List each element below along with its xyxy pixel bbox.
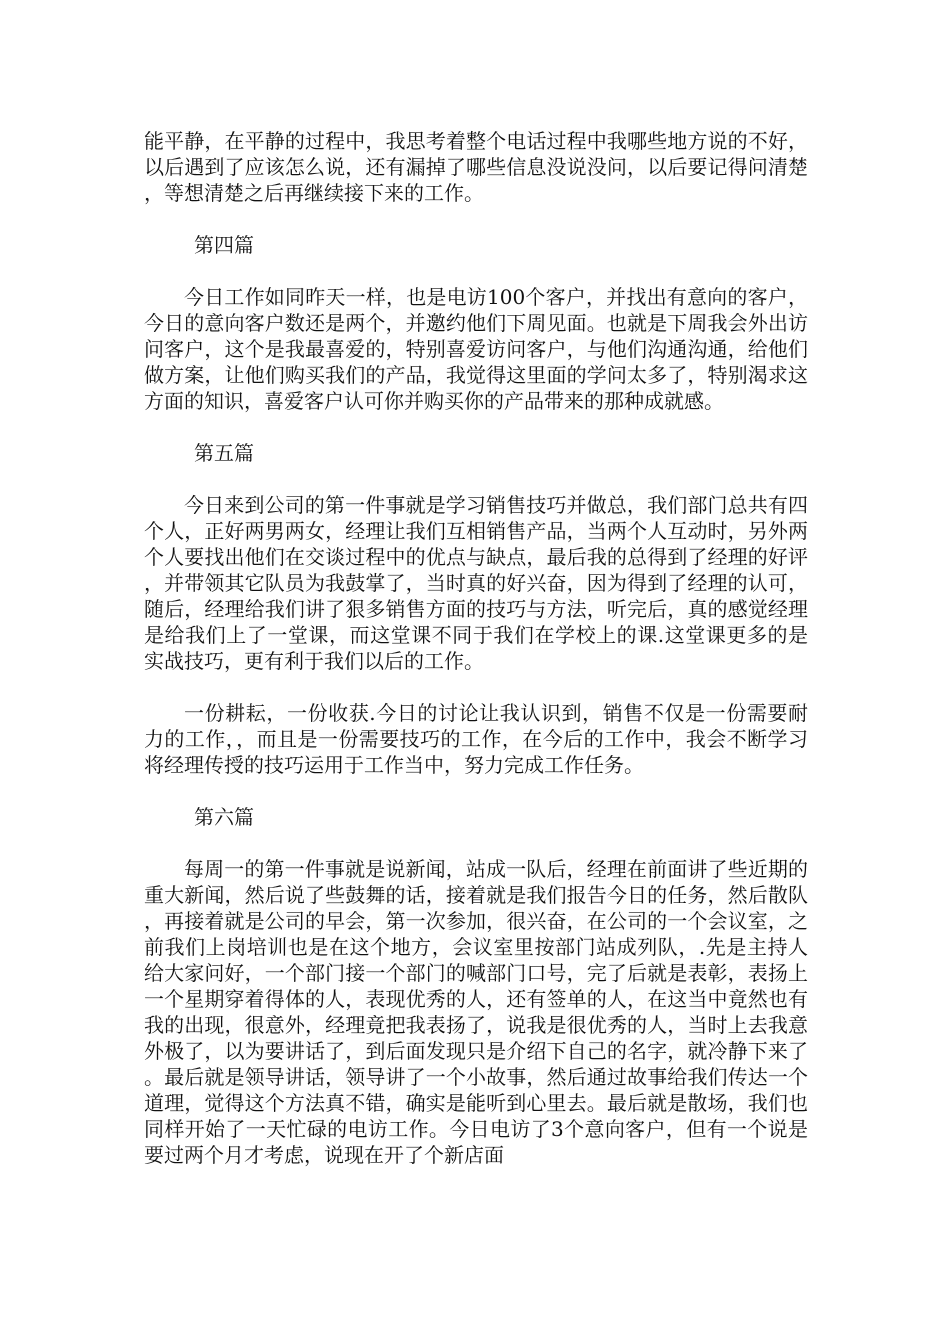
section-heading-6: 第六篇 <box>194 805 254 829</box>
section-heading-5: 第五篇 <box>194 441 254 465</box>
section-heading-4: 第四篇 <box>194 233 254 257</box>
paragraph-section-6: 每周一的第一件事就是说新闻，站成一队后，经理在前面讲了些近期的重大新闻，然后说了些鼓舞的话，接着就是我们报告今日的任务，然后散队，再接着就是公司的早会，第一次参加，很兴奋，在公司的一个会议室，之前我们上岗培训也是在这个地方，会议室里按部门站成列队，.先是主持人给大家问好，一个部门接一个部门的喊部门口号，完了后就是表彰，表扬上一个星期穿着得体的人，表现优秀的人，还有签单的人，在这当中竟然也有我的出现，很意外，经理竟把我表扬了，说我是很优秀的人，当时上去我意外极了，以为要讲话了，到后面发现只是介绍下自己的名字，就冷静下来了。最后就是领导讲话，领导讲了一个小故事，然后通过故事给我们传达一个道理，觉得这个方法真不错，确实是能听到心里去。最后就是散场，我们也同样开始了一天忙碌的电访工作。今日电访了3个意向客户，但有一个说是要过两个月才考虑，说现在开了个新店面 <box>144 857 808 1167</box>
paragraph-continued: 能平静，在平静的过程中，我思考着整个电话过程中我哪些地方说的不好，以后遇到了应该怎么说，还有漏掉了哪些信息没说没问，以后要记得问清楚，等想清楚之后再继续接下来的工作。 <box>144 129 808 205</box>
paragraph-section-5-a: 今日来到公司的第一件事就是学习销售技巧并做总，我们部门总共有四个人，正好两男两女，经理让我们互相销售产品，当两个人互动时，另外两个人要找出他们在交谈过程中的优点与缺点，最后我的总得到了经理的好评，并带领其它队员为我鼓掌了，当时真的好兴奋，因为得到了经理的认可，随后，经理给我们讲了狠多销售方面的技巧与方法，听完后，真的感觉经理是给我们上了一堂课，而这堂课不同于我们在学校上的课.这堂课更多的是实战技巧，更有利于我们以后的工作。 <box>144 493 808 673</box>
paragraph-section-5-b: 一份耕耘，一份收获.今日的讨论让我认识到，销售不仅是一份需要耐力的工作，，而且是一份需要技巧的工作，在今后的工作中，我会不断学习将经理传授的技巧运用于工作当中，努力完成工作任务。 <box>144 701 808 777</box>
paragraph-section-4: 今日工作如同昨天一样，也是电访100个客户，并找出有意向的客户，今日的意向客户数还是两个，并邀约他们下周见面。也就是下周我会外出访问客户，这个是我最喜爱的，特别喜爱访问客户，与他们沟通沟通，给他们做方案，让他们购买我们的产品，我觉得这里面的学问太多了，特别渴求这方面的知识，喜爱客户认可你并购买你的产品带来的那种成就感。 <box>144 285 808 413</box>
document-page <box>144 128 808 1194</box>
